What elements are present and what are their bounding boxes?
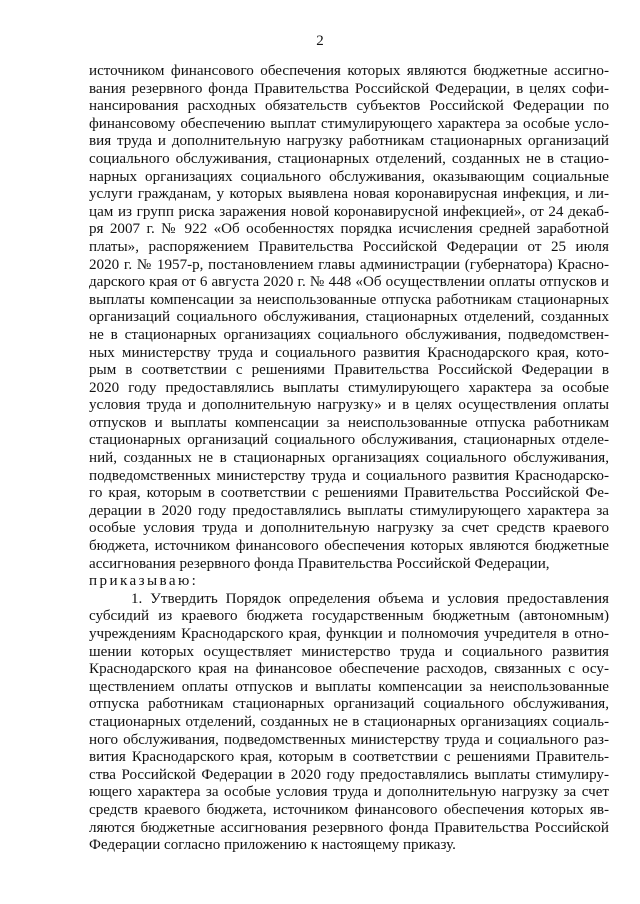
text-line: вия труда и дополнительную нагрузку работникам стационарных организаций — [89, 133, 609, 150]
text-line: 1. Утвердить Порядок определения объема и условия предоставления — [131, 590, 609, 607]
document-body — [89, 63, 609, 855]
text-line: субсидий из краевого бюджета государственным бюджетным (автономным) — [89, 608, 609, 625]
text-line: ассигнования резервного фонда Правительства Российской Федерации, — [89, 555, 550, 572]
preamble-paragraph — [89, 63, 609, 573]
text-line: вития Краснодарского края, которым в соответствии с решениями Правитель- — [89, 749, 609, 766]
text-line: подведомственных министерству труда и социального развития Краснодарско- — [89, 467, 609, 484]
text-line: услуги гражданам, у которых выявлена новая коронавирусная инфекция, и ли- — [89, 186, 609, 203]
text-line: выплаты компенсации за неиспользованные отпуска работникам стационарных — [89, 291, 609, 308]
text-line: организаций социального обслуживания, стационарных отделений, созданных — [89, 309, 609, 326]
order-word — [89, 573, 609, 591]
page-number: 2 — [316, 33, 324, 49]
text-line: ных министерству труда и социального развития Краснодарского края, кото- — [89, 344, 609, 361]
text-line: учреждениям Краснодарского края, функции и полномочия учредителя в отно- — [89, 626, 609, 642]
text-line: ного обслуживания, подведомственных министерству труда и социального раз- — [89, 731, 609, 748]
text-line: стационарных организаций социального обслуживания, стационарных отделе- — [89, 432, 609, 449]
text-line: бюджета, источником финансового обеспечения которых являются бюджетные — [89, 538, 609, 555]
text-line: нарных организациях социального обслуживания, оказывающим социальные — [89, 168, 609, 185]
text-line: ющего характера за особые условия труда и дополнительную нагрузку за счет — [89, 784, 609, 801]
text-line: не в стационарных организациях социального обслуживания, подведомствен- — [89, 326, 609, 343]
text-line: дарского края от 6 августа 2020 г. № 448 «Об осуществлении оплаты отпусков и — [89, 274, 609, 291]
text-line: рым в соответствии с решениями Правительства Российской Федерации в — [89, 362, 609, 379]
text-line: средств краевого бюджета, источником финансового обеспечения которых яв- — [89, 801, 609, 818]
text-line: Краснодарского края на финансовое обеспечение расходов, связанных с осу- — [89, 661, 609, 678]
item-1-paragraph — [89, 591, 609, 855]
text-line: вания резервного фонда Правительства Российской Федерации, в целях софи- — [89, 80, 609, 97]
text-line: ляются бюджетные ассигнования резервного фонда Правительства Российской — [89, 819, 609, 836]
text-line: цам из групп риска заражения новой коронавирусной инфекцией», от 24 декаб- — [89, 203, 609, 220]
text-line: отпусков и выплаты компенсации за неиспользованные отпуска работникам — [89, 414, 609, 431]
text-line: особые условия труда и дополнительную нагрузку за счет средств краевого — [89, 520, 609, 537]
text-line: ний, созданных не в стационарных организациях социального обслуживания, — [89, 450, 609, 467]
text-line: условия труда и дополнительную нагрузку» и в целях осуществления оплаты — [89, 397, 609, 414]
text-line: ства Российской Федерации в 2020 году предоставлялись выплаты стимулиру- — [89, 766, 609, 783]
text-line: нансирования расходных обязательств субъектов Российской Федерации по — [89, 98, 609, 115]
text-line: го края, которым в соответствии с решениями Правительства Российской Фе- — [89, 485, 609, 502]
text-line: отпуска работникам стационарных организаций социального обслуживания, — [89, 696, 609, 713]
text-line: приказываю: — [89, 573, 199, 590]
text-line: социального обслуживания, стационарных отделений, созданных не в стацио- — [89, 150, 609, 167]
text-line: ря 2007 г. № 922 «Об особенностях порядка исчисления средней заработной — [89, 221, 609, 238]
text-line: источником финансового обеспечения которых являются бюджетные ассигно- — [89, 63, 609, 79]
text-line: стационарных отделений, созданных не в стационарных организациях социаль- — [89, 713, 609, 730]
text-line: ществлением оплаты отпусков и выплаты компенсации за неиспользованные — [89, 678, 609, 695]
text-line: платы», распоряжением Правительства Российской Федерации от 25 июля — [89, 238, 609, 255]
text-line: 2020 г. № 1957-р, постановлением главы администрации (губернатора) Красно- — [89, 256, 609, 273]
text-line: дерации в 2020 году предоставлялись выплаты стимулирующего характера за — [89, 502, 609, 519]
text-line: 2020 году предоставлялись выплаты стимулирующего характера за особые — [89, 379, 609, 396]
text-line: Федерации согласно приложению к настоящему приказу. — [89, 837, 456, 854]
text-line: шении которых осуществляет министерство труда и социального развития — [89, 643, 609, 660]
text-line: финансовому обеспечению выплат стимулирующего характера за особые усло- — [89, 115, 609, 132]
